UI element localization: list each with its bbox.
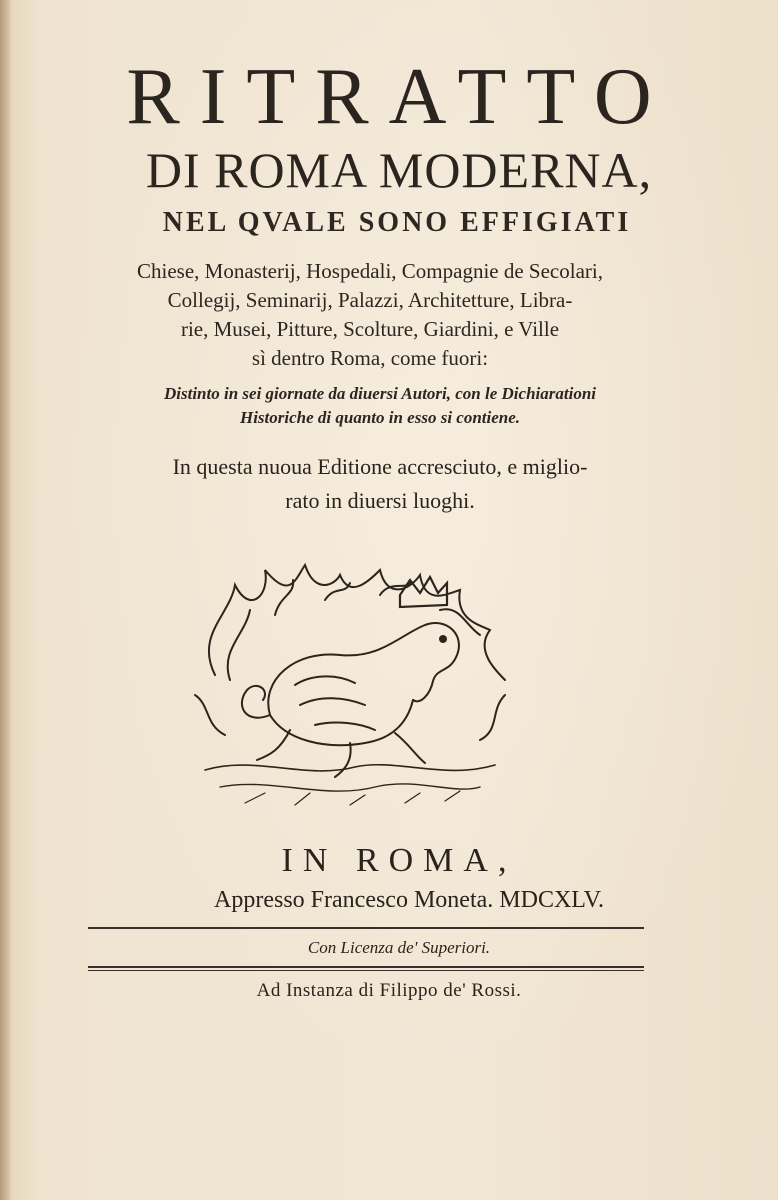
contents-description <box>70 257 670 373</box>
edition-note-line: rato in diuersi luoghi. <box>285 488 475 513</box>
authors-note-line: Historiche di quanto in esso si contiene. <box>239 408 521 427</box>
license-line: Con Licenza de' Superiori. <box>307 938 491 957</box>
sponsor-line: Ad Instanza di Filippo de' Rossi. <box>256 980 522 1001</box>
divider-rule <box>88 966 644 968</box>
description-line: Chiese, Monasterij, Hospedali, Compagnie de Secolari, <box>137 259 603 283</box>
divider-rule <box>88 970 644 971</box>
authors-note <box>60 382 700 430</box>
edition-note-line: In questa nuoua Editione accresciuto, e miglio- <box>172 454 588 479</box>
description-line: Collegij, Seminarij, Palazzi, Architetture, Libra- <box>167 288 573 312</box>
imprint-printer: Appresso Francesco Moneta. MDCXLV. <box>214 887 604 913</box>
imprint-city: IN ROMA, <box>281 842 517 879</box>
title-main: RITRATTO <box>126 53 672 141</box>
description-line: rie, Musei, Pitture, Scolture, Giardini, e Ville <box>180 317 560 341</box>
divider-rule <box>88 927 644 929</box>
title-tagline: NEL QVALE SONO EFFIGIATI <box>162 207 632 238</box>
title-subtitle: DI ROMA MODERNA, <box>145 142 653 198</box>
authors-note-line: Distinto in sei giornate da diuersi Autori, con le Dichiarationi <box>164 384 596 403</box>
edition-note <box>60 450 700 518</box>
salamander-emblem-icon <box>175 555 525 815</box>
description-line: sì dentro Roma, come fuori: <box>251 346 489 370</box>
